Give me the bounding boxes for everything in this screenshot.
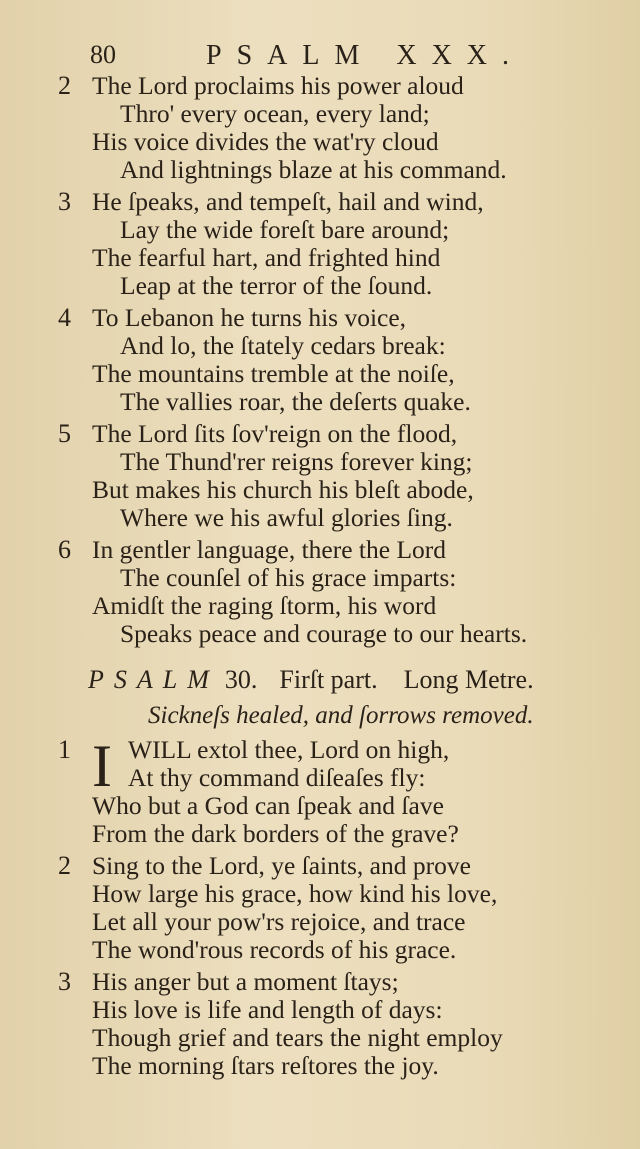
psalm-heading-number: 30. (224, 665, 258, 694)
verse-line: WILL extol thee, Lord on high, (128, 735, 450, 764)
psalm-subtitle: Sickneſs healed, and ſorrows removed. (148, 702, 534, 729)
stanza-3-psalm30 (58, 967, 616, 1080)
psalm-heading-part: Firſt part. (279, 665, 378, 694)
stanza-6 (58, 535, 616, 648)
psalm-heading-meter: Long Metre. (403, 665, 534, 694)
verse-line: The vallies roar, the deſerts quake. (120, 387, 471, 416)
verse-line: The wond'rous records of his grace. (92, 935, 457, 964)
verse-line: Thro' every ocean, every land; (120, 99, 430, 128)
stanza-2 (58, 71, 616, 184)
verse-line: From the dark borders of the grave? (92, 819, 459, 848)
stanza-3 (58, 187, 616, 300)
verse-line: And lo, the ſtately cedars break: (120, 331, 446, 360)
stanza-1 (58, 733, 616, 848)
verse-line: The Thund'rer reigns forever king; (120, 447, 473, 476)
stanza-number: 2 (58, 71, 71, 100)
verse-line: Though grief and tears the night employ (92, 1023, 503, 1052)
verse-line: The counſel of his grace imparts: (120, 563, 457, 592)
psalm-heading-word: PSALM (88, 665, 219, 694)
stanza-number: 4 (58, 303, 71, 332)
verse-line: The mountains tremble at the noiſe, (92, 359, 455, 388)
running-title: PSALM XXX. (206, 40, 525, 71)
psalm-heading (88, 662, 616, 698)
verse-line: To Lebanon he turns his voice, (92, 303, 407, 332)
verse-line: Leap at the terror of the ſound. (120, 271, 433, 300)
verse-line: His anger but a moment ſtays; (92, 967, 399, 996)
verse-line: And lightnings blaze at his command. (120, 155, 507, 184)
stanza-2-psalm30 (58, 851, 616, 964)
stanza-number: 3 (58, 967, 71, 996)
verse-line: The morning ſtars reſtores the joy. (92, 1051, 439, 1080)
verse-line: He ſpeaks, and tempeſt, hail and wind, (92, 187, 484, 216)
verse-line: The Lord ſits ſov'reign on the flood, (92, 419, 458, 448)
verse-line: Lay the wide foreſt bare around; (120, 215, 450, 244)
verse-line: At thy command diſeaſes fly: (128, 763, 426, 792)
verse-line: The Lord proclaims his power aloud (92, 71, 464, 100)
stanza-number: 5 (58, 419, 71, 448)
verse-line: Where we his awful glories ſing. (120, 503, 453, 532)
page-number: 80 (90, 40, 116, 69)
stanza-number: 2 (58, 851, 71, 880)
verse-line: His voice divides the wat'ry cloud (92, 127, 439, 156)
verse-line: The fearful hart, and frighted hind (92, 243, 441, 272)
verse-line: Let all your pow'rs rejoice, and trace (92, 907, 466, 936)
running-head (92, 22, 616, 72)
stanza-number: 1 (58, 735, 71, 764)
verse-line: But makes his church his bleſt abode, (92, 475, 474, 504)
stanza-4 (58, 303, 616, 416)
drop-cap: I (92, 733, 112, 799)
stanza-number: 6 (58, 535, 71, 564)
verse-line: Who but a God can ſpeak and ſave (92, 791, 444, 820)
verse-line: Speaks peace and courage to our hearts. (120, 619, 528, 648)
verse-line: How large his grace, how kind his love, (92, 879, 498, 908)
verse-line: His love is life and length of days: (92, 995, 443, 1024)
stanza-5 (58, 419, 616, 532)
verse-line: Amidſt the raging ſtorm, his word (92, 591, 437, 620)
verse-line: Sing to the Lord, ye ſaints, and prove (92, 851, 471, 880)
verse-line: In gentler language, there the Lord (92, 535, 447, 564)
stanza-number: 3 (58, 187, 71, 216)
